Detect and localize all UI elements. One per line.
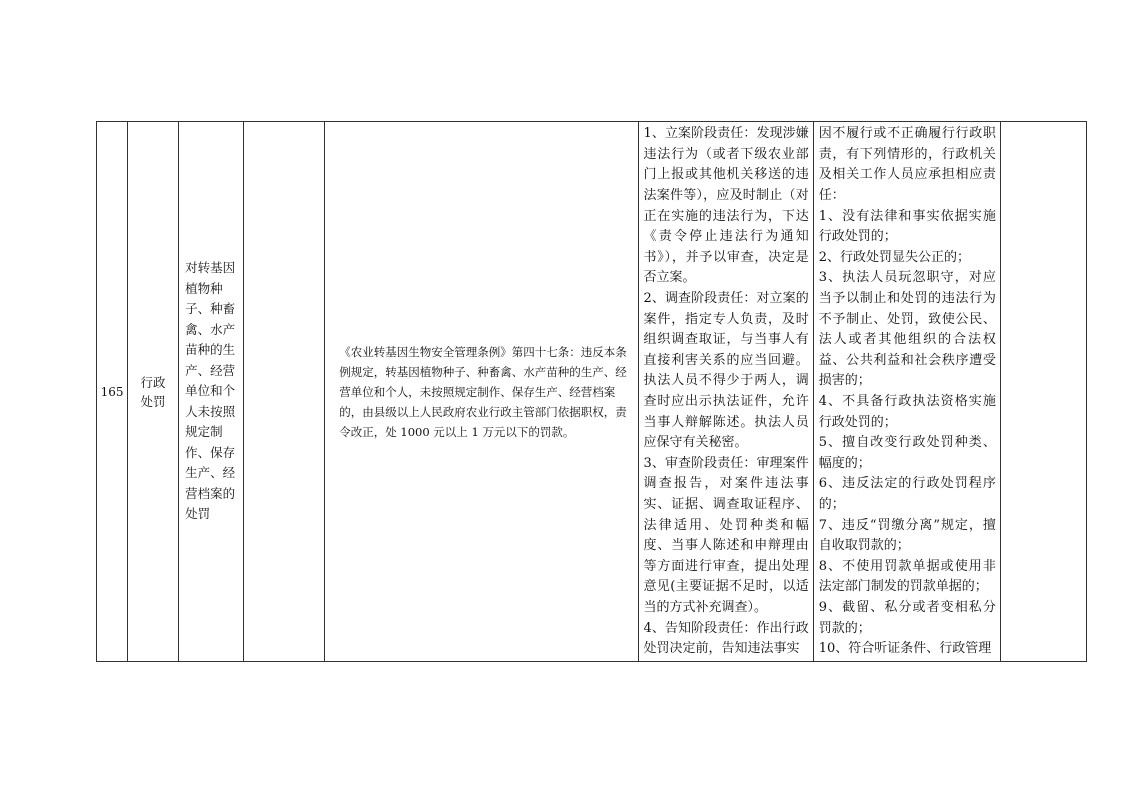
responsibility-item: 2、调查阶段责任：对立案的案件，指定专人负责，及时组织调查取证，与当事人有直接利害关系的应当回避。执法人员不得少于两人，调查时应出示执法证件，允许当事人辩解陈述。执法人员应保守有关秘密。 (643, 291, 809, 451)
empty-cell-subitem (244, 122, 325, 662)
accountability-item: 6、违反法定的行政处罚程序的； (818, 476, 996, 512)
accountability-item: 8、不使用罚款单据或使用非法定部门制发的罚款单据的； (818, 558, 996, 595)
responsibility-list (638, 122, 813, 662)
legal-basis: 《农业转基因生物安全管理条例》第四十七条：违反本条例规定，转基因植物种子、种畜禽、水产苗种的生产、经营单位和个人，未按照规定制作、保存生产、经营档案的，由县级以上人民政府农业行政主管部门依据职权，责令改正，处 1000 元以上 1 万元以下的罚款。 (325, 122, 638, 662)
accountability-item: 7、违反“罚缴分离”规定，擅自收取罚款的； (818, 517, 996, 554)
empty-cell-remarks (1000, 122, 1086, 662)
responsibility-item: 4、告知阶段责任：作出行政处罚决定前，告知违法事实 (643, 620, 809, 657)
accountability-item: 因不履行或不正确履行行政职责，有下列情形的，行政机关及相关工作人员应承担相应责任： (818, 126, 996, 204)
accountability-item: 2、行政处罚显失公正的； (818, 249, 970, 265)
responsibility-item: 3、审查阶段责任：审理案件调查报告，对案件违法事实、证据、调查取证程序、法律适用、处罚种类和幅度、当事人陈述和申辩理由等方面进行审查，提出处理意见(主要证据不足时，以适当的方式补充调查）。 (643, 455, 809, 615)
row-number: 165 (97, 122, 128, 662)
penalty-category: 行政处罚 (128, 122, 179, 662)
accountability-item: 3、执法人员玩忽职守，对应当予以制止和处罚的违法行为不予制止、处罚，致使公民、法人或者其他组织的合法权益、公共利益和社会秩序遭受损害的； (818, 270, 996, 389)
responsibility-item: 1、立案阶段责任：发现涉嫌违法行为（或者下级农业部门上报或其他机关移送的违法案件等），应及时制止（对正在实施的违法行为，下达《责令停止违法行为通知书》），并予以审查，决定是否立案。 (643, 126, 809, 286)
accountability-list (813, 122, 1000, 662)
accountability-item: 9、截留、私分或者变相私分罚款的； (818, 599, 996, 636)
accountability-item: 5、擅自改变行政处罚种类、幅度的； (818, 435, 996, 471)
penalty-table (96, 121, 1087, 662)
accountability-item: 4、不具备行政执法资格实施行政处罚的； (818, 394, 996, 430)
table-row (97, 122, 1087, 662)
accountability-item: 1、没有法律和事实依据实施行政处罚的； (818, 208, 996, 245)
accountability-item: 10、符合听证条件、行政管理 (818, 641, 992, 657)
item-name: 对转基因植物种子、种畜禽、水产苗种的生产、经营单位和个人未按照规定制作、保存生产、经营档案的处罚 (179, 122, 244, 662)
